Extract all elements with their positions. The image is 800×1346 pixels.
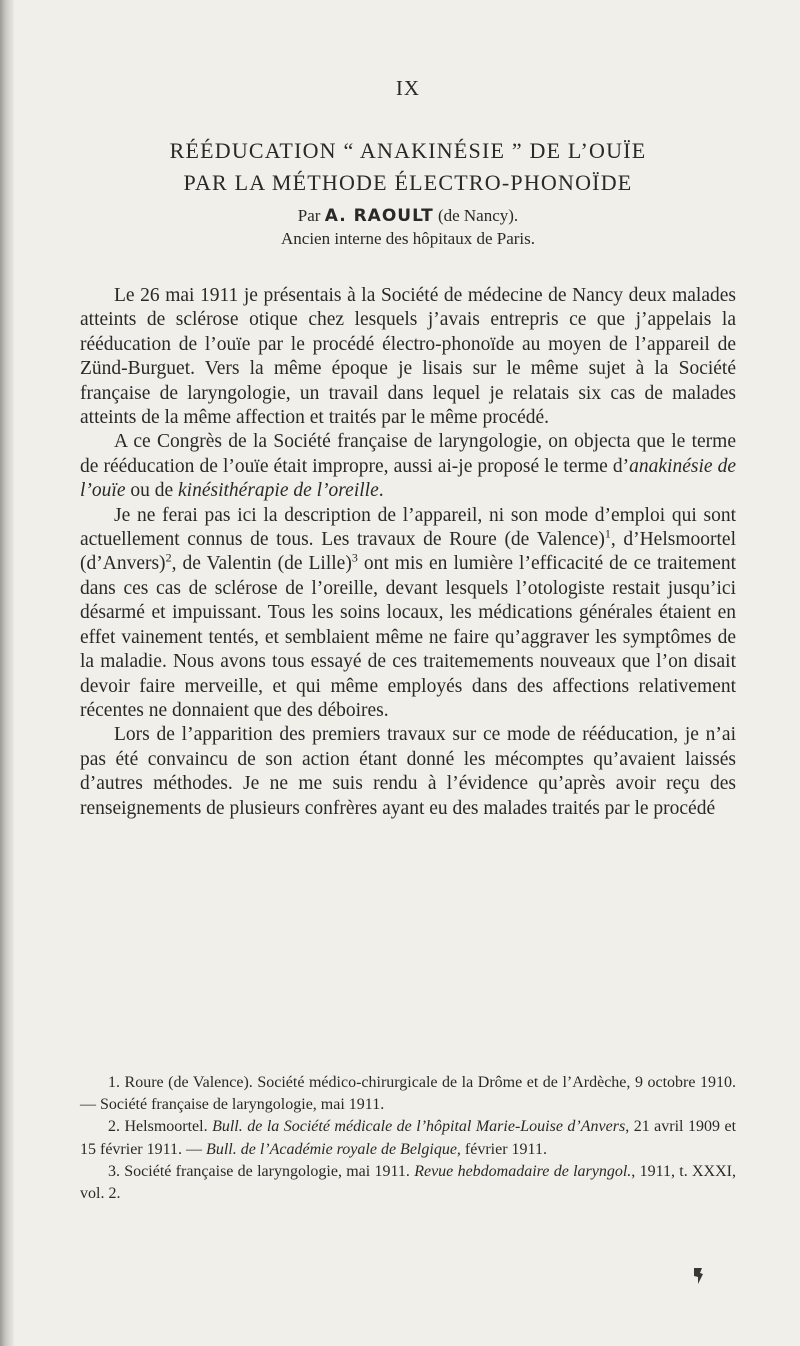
article-body <box>80 284 736 821</box>
italic-term-anakinesie: anakinésie de l’ouïe <box>80 455 736 502</box>
footnote-1: 1. Roure (de Valence). Société médico-chirurgicale de la Drôme et de l’Ardèche, 9 octobre 1910. — Société française de laryngologie, mai 1911. <box>80 1074 736 1114</box>
footnotes <box>80 1072 736 1205</box>
author-affiliation: Ancien interne des hôpitaux de Paris. <box>281 229 535 248</box>
byline-prefix: Par <box>297 206 321 225</box>
footnote-2: 2. Helsmoortel. Bull. de la Société médicale de l’hôpital Marie-Louise d’Anvers, 21 avril 1909 et 15 février 1911. — Bull. de l’Académie royale de Belgique, février 1911. <box>80 1118 737 1158</box>
footnote-ref-3: 3 <box>351 550 358 565</box>
paragraph-1: Le 26 mai 1911 je présentais à la Société de médecine de Nancy deux malades atteints de sclérose otique chez lesquels j’avais entrepris ce que j’appelais la rééducation de l’ouïe par le procédé électro-phonoïde au moyen de l’appareil de Zünd-Burguet. Vers la même époque je lisais sur le même sujet à la Société française de laryngologie, un travail dans lequel je relatais six cas de malades atteints de la même affection et traités par le même procédé. <box>80 285 736 429</box>
paragraph-3: Je ne ferai pas ici la description de l’appareil, ni son mode d’emploi qui sont actuellement connus de tous. Les travaux de Roure (de Valence)$^1$, d’Helsmoortel (d’Anvers)$^2$, de Valentin (de Lille)$^3$ ont mis en lumière l’efficacité de ce traitement dans ces cas de sclérose de l’oreille, devant lesquels l’otologiste restait jusqu’ici désarmé et impuissant. Tous les soins locaux, les médications générales étaient en effet vainement tentés, et semblaient même ne faire qu’aggraver les symptômes de la maladie. Nous avons tous essayé de ces traitemements nouveaux que l’on disait devoir faire merveille, et qui même employés dans des affections relativement récentes ne donnaient que des déboires. <box>80 504 736 721</box>
chapter-number: IX <box>395 76 421 100</box>
footnote-3: 3. Société française de laryngologie, mai 1911. Revue hebdomadaire de laryngol., 1911, t. XXXI, vol. 2. <box>80 1162 736 1203</box>
footnote-ref-1: 1 <box>604 526 611 541</box>
author-byline <box>80 206 736 226</box>
italic-term-kinesitherapie: kinésithérapie de l’oreille <box>178 480 379 502</box>
page-binding-edge <box>0 0 14 1346</box>
article-title-line-1: RÉÉDUCATION “ ANAKINÉSIE ” DE L’OUÏE <box>169 138 647 163</box>
article-title-line-2: PAR LA MÉTHODE ÉLECTRO-PHONOÏDE <box>183 170 633 195</box>
author-name: A. RAOULT <box>324 206 434 226</box>
footnote-ref-2: 2 <box>165 550 172 565</box>
paragraph-2: A ce Congrès de la Société française de laryngologie, on objecta que le terme de rééducation de l’ouïe était impropre, aussi ai-je proposé le terme d’anakinésie de l’ouïe ou de kinésithérapie de l’oreille. <box>80 431 736 502</box>
printer-mark-icon <box>692 1266 704 1286</box>
author-location: (de Nancy). <box>437 206 519 225</box>
paragraph-4: Lors de l’apparition des premiers travaux sur ce mode de rééducation, je n’ai pas été convaincu de son action étant donné les mécomptes qu’avaient laissés d’autres méthodes. Je ne me suis rendu à l’évidence qu’après avoir reçu des renseignements de plusieurs confrères ayant eu des malades traités par le procédé <box>80 724 736 819</box>
